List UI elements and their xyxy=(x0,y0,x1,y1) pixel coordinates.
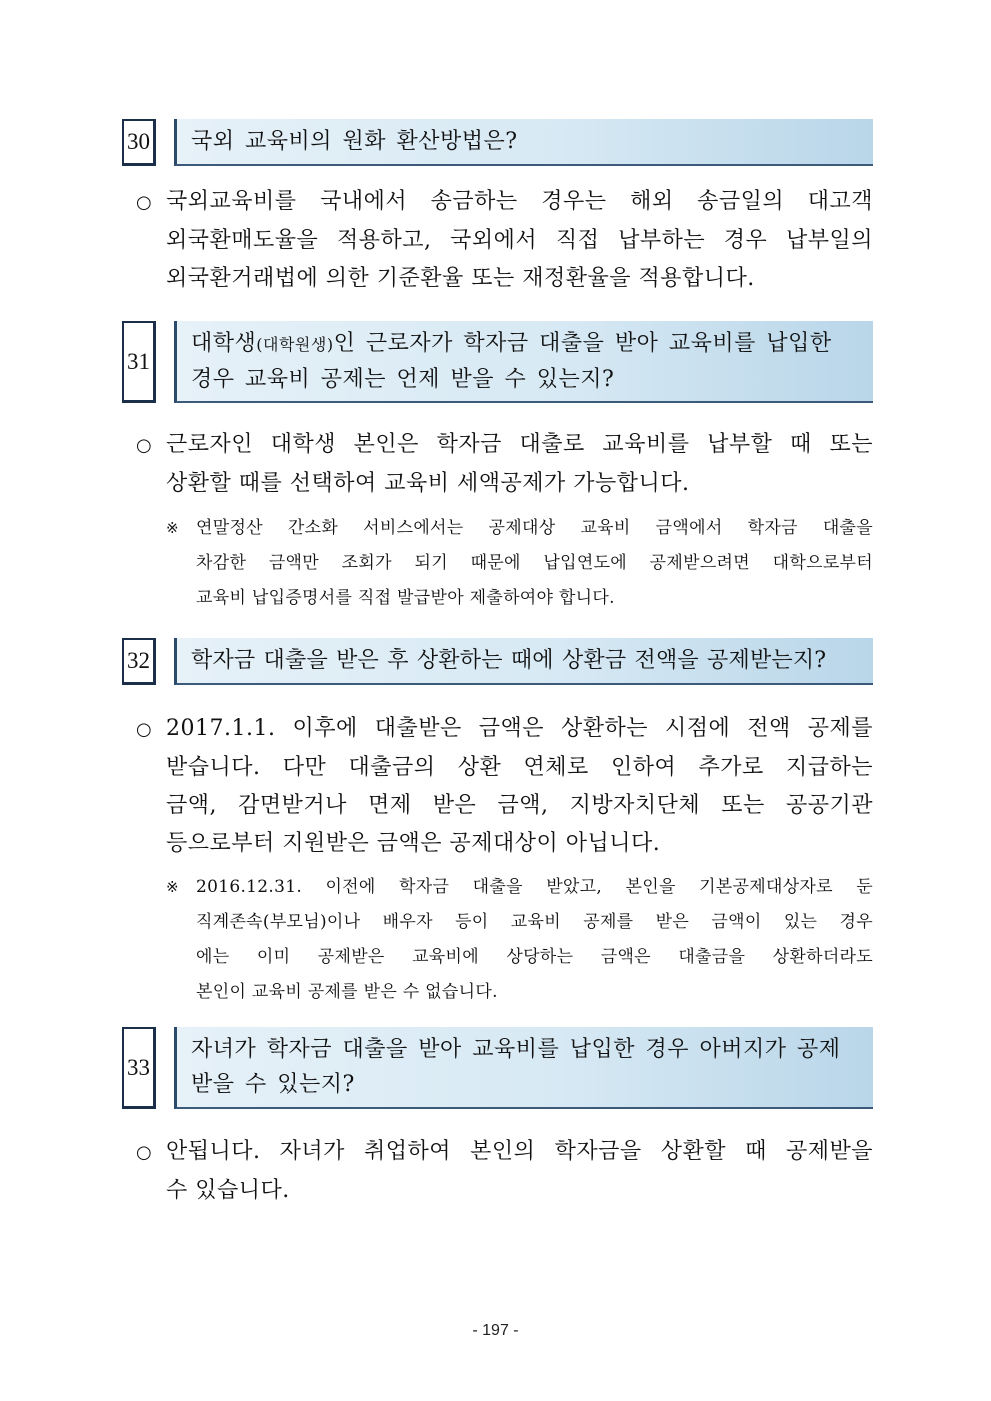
answer-line: 외국환매도율을 적용하고, 국외에서 직접 납부하는 경우 납부일의 xyxy=(166,228,873,253)
question-title: 학자금 대출을 받은 후 상환하는 때에 상환금 전액을 공제받는지? xyxy=(191,648,827,673)
answer-line: ○ 근로자인 대학생 본인은 학자금 대출로 교육비를 납부할 때 또는 xyxy=(136,426,873,465)
answer-line: ○ 국외교육비를 국내에서 송금하는 경우는 해외 송금일의 대고객 xyxy=(136,183,873,222)
answer-line: 수 있습니다. xyxy=(166,1178,290,1203)
question-header xyxy=(122,638,873,685)
question-header xyxy=(122,321,873,403)
answer-line: 외국환거래법에 의한 기준환율 또는 재정환율을 적용합니다. xyxy=(166,266,755,291)
answer xyxy=(136,1133,873,1210)
bullet-circle-icon: ○ xyxy=(136,435,153,456)
note xyxy=(166,870,873,1010)
question-title-box xyxy=(174,638,873,685)
question-number: 32 xyxy=(122,638,156,685)
note xyxy=(166,511,873,616)
reference-mark-icon: ※ xyxy=(166,519,179,537)
bullet-circle-icon: ○ xyxy=(136,719,153,740)
question-title: 국외 교육비의 원화 환산방법은? xyxy=(191,129,518,154)
question-title xyxy=(191,326,832,397)
question-title-box xyxy=(174,119,873,166)
question-title-box xyxy=(174,1027,873,1109)
answer xyxy=(136,183,873,298)
answer-line: ○ 2017.1.1. 이후에 대출받은 금액은 상환하는 시점에 전액 공제를 xyxy=(136,710,873,749)
question-number: 33 xyxy=(122,1027,156,1109)
answer xyxy=(136,710,873,863)
note-line: 교육비 납입증명서를 직접 발급받아 제출하여야 합니다. xyxy=(196,588,615,608)
question-title-line: 경우 교육비 공제는 언제 받을 수 있는지? xyxy=(191,366,615,392)
answer-line: 등으로부터 지원받은 금액은 공제대상이 아닙니다. xyxy=(166,831,661,856)
answer-line: 금액, 감면받거나 면제 받은 금액, 지방자치단체 또는 공공기관 xyxy=(166,793,873,818)
answer-line: 상환할 때를 선택하여 교육비 세액공제가 가능합니다. xyxy=(166,471,690,496)
question-number: 30 xyxy=(122,119,156,166)
question-33 xyxy=(122,1027,873,1203)
answer xyxy=(136,426,873,503)
answer-line: 받습니다. 다만 대출금의 상환 연체로 인하여 추가로 지급하는 xyxy=(166,755,873,780)
question-header xyxy=(122,119,873,166)
question-header xyxy=(122,1027,873,1109)
note-line: 본인이 교육비 공제를 받은 수 없습니다. xyxy=(196,982,498,1002)
note-line: ※ 연말정산 간소화 서비스에서는 공제대상 교육비 금액에서 학자금 대출을 xyxy=(166,511,873,546)
question-title-box xyxy=(174,321,873,403)
note-line: 직계존속(부모님)이나 배우자 등이 교육비 공제를 받은 금액이 있는 경우 xyxy=(196,912,873,932)
note-line: 차감한 금액만 조회가 되기 때문에 납입연도에 공제받으려면 대학으로부터 xyxy=(196,553,873,573)
question-title xyxy=(191,1032,841,1102)
answer-line: ○ 안됩니다. 자녀가 취업하여 본인의 학자금을 상환할 때 공제받을 xyxy=(136,1133,873,1172)
question-32 xyxy=(122,638,873,1002)
page-number: - 197 - xyxy=(472,1322,519,1339)
question-title-line: 대학생(대학원생)인 근로자가 학자금 대출을 받아 교육비를 납입한 xyxy=(191,330,832,356)
question-title-line: 받을 수 있는지? xyxy=(191,1072,355,1097)
question-number: 31 xyxy=(122,321,156,403)
note-line: 에는 이미 공제받은 교육비에 상당하는 금액은 대출금을 상환하더라도 xyxy=(196,947,873,967)
question-30 xyxy=(122,119,873,291)
note-line: ※ 2016.12.31. 이전에 학자금 대출을 받았고, 본인을 기본공제대상자로 둔 xyxy=(166,870,873,905)
bullet-circle-icon: ○ xyxy=(136,1142,153,1163)
reference-mark-icon: ※ xyxy=(166,878,179,896)
question-title-line: 자녀가 학자금 대출을 받아 교육비를 납입한 경우 아버지가 공제 xyxy=(191,1037,841,1062)
question-31 xyxy=(122,321,873,608)
bullet-circle-icon: ○ xyxy=(136,192,153,213)
